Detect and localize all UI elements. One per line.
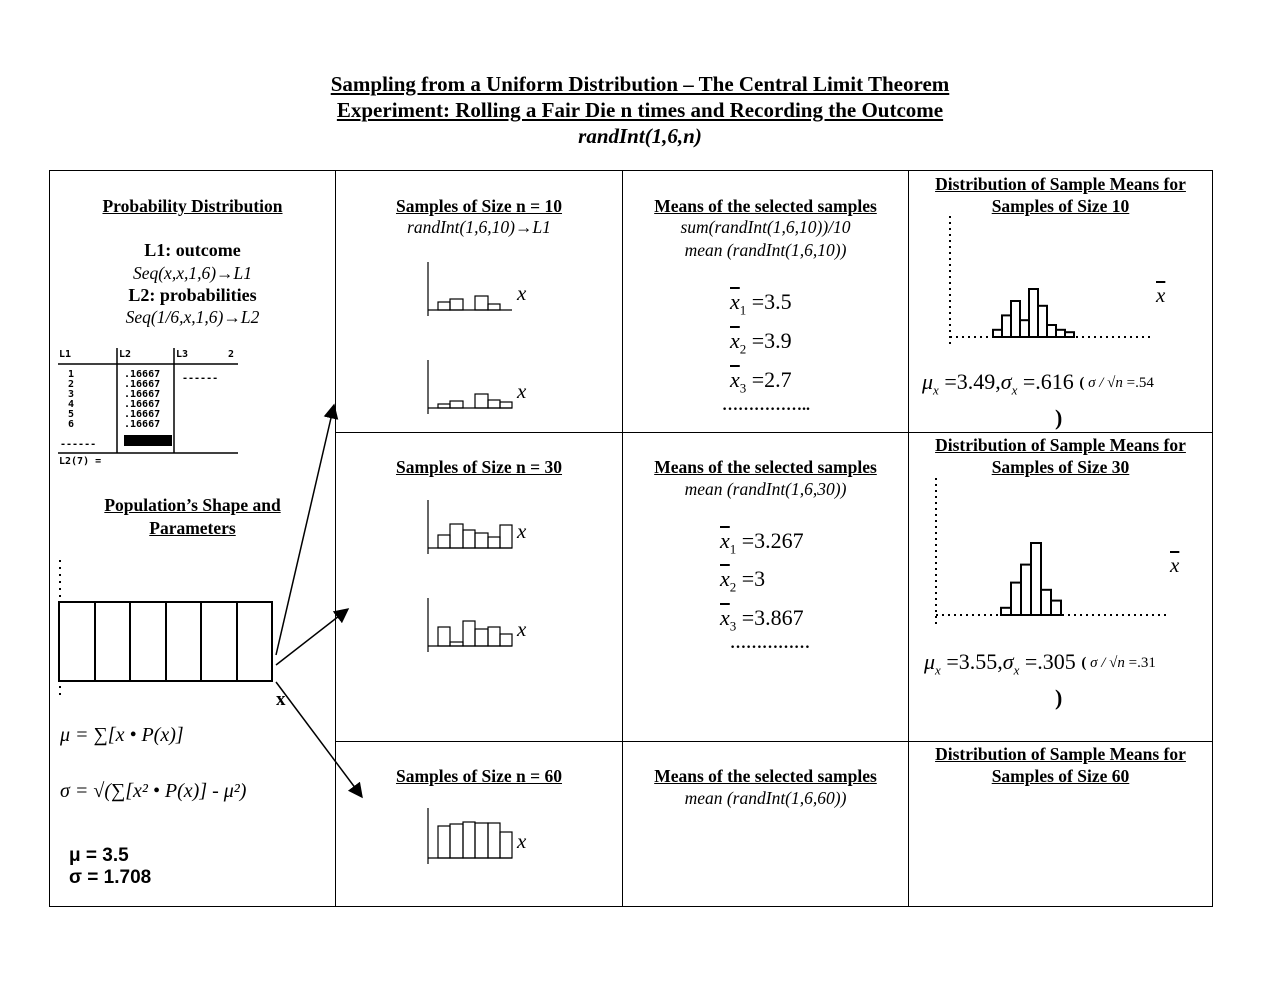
sigma-formula: σ = √(∑[x² • P(x)] - μ²) (60, 780, 247, 802)
means-10-command-1: sum(randInt(1,6,10))/10 (680, 217, 851, 237)
l1-command: Seq(x,x,1,6)→L1 (132, 263, 253, 283)
calc-header-l3: L3 (176, 349, 189, 360)
population-x-label: x (276, 689, 286, 710)
title-line-2: Experiment: Rolling a Fair Die n times and Recording the Outcome (336, 98, 944, 122)
calc-l2-cell: .16667 (124, 409, 161, 420)
title-line-1: Sampling from a Uniform Distribution – The Central Limit Theorem (330, 72, 950, 96)
dist-30-x-label: $\overline{x}$ (1170, 553, 1180, 577)
dist-30-stats: $\mu_x =3.55,\sigma_x =.305$ ( σ / √n =.31 (924, 649, 1156, 678)
sigma-value: σ = 1.708 (69, 867, 152, 888)
samples-10-command: randInt(1,6,10)→L1 (407, 217, 551, 237)
samples-10-header: Samples of Size n = 10 (395, 196, 563, 216)
means-10-command-2: mean (randInt(1,6,10)) (684, 240, 847, 260)
means-60-command: mean (randInt(1,6,60)) (684, 788, 847, 808)
calc-footer: L2(7) = (59, 456, 102, 467)
calc-header-num: 2 (228, 349, 235, 360)
population-shape-header-1: Population’s Shape and (104, 495, 281, 515)
prob-dist-header: Probability Distribution (102, 196, 283, 216)
means-60-header: Means of the selected samples (654, 766, 877, 786)
calc-l1-cell: 3 (68, 389, 75, 400)
mean-value: $\overline{x}_3 =2.7$ (730, 367, 792, 396)
sample-hist-x-label: x (517, 829, 527, 853)
calc-l2-cell: .16667 (124, 369, 161, 380)
dist-10-x-label: $\overline{x}$ (1156, 283, 1166, 307)
l2-label: L2: probabilities (128, 285, 257, 305)
mu-formula: μ = ∑[x • P(x)] (60, 724, 184, 746)
population-shape-header-2: Parameters (149, 518, 236, 538)
title-line-3: randInt(1,6,n) (578, 124, 702, 148)
calc-l1-cell: 5 (68, 409, 75, 420)
sample-hist-x-label: x (517, 281, 527, 305)
dist-10-header-1: Distribution of Sample Means for (935, 174, 1186, 194)
dist-60-header-2: Samples of Size 60 (991, 766, 1130, 786)
mean-value: $\overline{x}_1 =3.5$ (730, 289, 792, 318)
dist-30-close-paren: ) (1055, 685, 1063, 710)
more-means-dots: …………… (730, 635, 810, 652)
mean-value: $\overline{x}_2 =3.9$ (730, 328, 792, 357)
calc-l3-cell: ------ (182, 373, 219, 384)
sample-hist-x-label: x (517, 519, 527, 543)
calc-l2-cell: .16667 (124, 419, 161, 430)
dist-60-header-1: Distribution of Sample Means for (935, 744, 1186, 764)
calc-l1-cell: 6 (68, 419, 75, 430)
l1-label: L1: outcome (144, 240, 241, 260)
sample-hist-x-label: x (517, 379, 527, 403)
calc-l1-cell: 4 (68, 399, 75, 410)
samples-30-header: Samples of Size n = 30 (395, 457, 563, 477)
means-10-header: Means of the selected samples (654, 196, 877, 216)
samples-60-header: Samples of Size n = 60 (395, 766, 563, 786)
mean-value: $\overline{x}_1 =3.267$ (720, 528, 804, 557)
dist-10-close-paren: ) (1055, 405, 1063, 430)
calc-l2-cell: .16667 (124, 379, 161, 390)
mean-value: $\overline{x}_3 =3.867$ (720, 605, 804, 634)
means-30-header: Means of the selected samples (654, 457, 877, 477)
calc-l1-cell: 2 (68, 379, 75, 390)
more-means-dots: …………….. (722, 397, 810, 414)
calc-l1-cell: 1 (68, 369, 75, 380)
calc-header-l2: L2 (119, 349, 132, 360)
means-30-command: mean (randInt(1,6,30)) (684, 479, 847, 499)
calc-header-l1: L1 (59, 349, 72, 360)
sample-hist-x-label: x (517, 617, 527, 641)
mean-value: $\overline{x}_2 =3$ (720, 566, 766, 595)
calc-l1-end: ------ (60, 439, 97, 450)
l2-command: Seq(1/6,x,1,6)→L2 (125, 307, 260, 327)
dist-30-header-2: Samples of Size 30 (991, 457, 1130, 477)
mu-value: μ = 3.5 (69, 845, 129, 866)
dist-10-stats: $\mu_x =3.49,\sigma_x =.616$ ( σ / √n =.54 (922, 369, 1154, 398)
calc-l2-cell: .16667 (124, 389, 161, 400)
dist-10-header-2: Samples of Size 10 (991, 196, 1130, 216)
dist-30-header-1: Distribution of Sample Means for (935, 435, 1186, 455)
calc-l2-cell: .16667 (124, 399, 161, 410)
